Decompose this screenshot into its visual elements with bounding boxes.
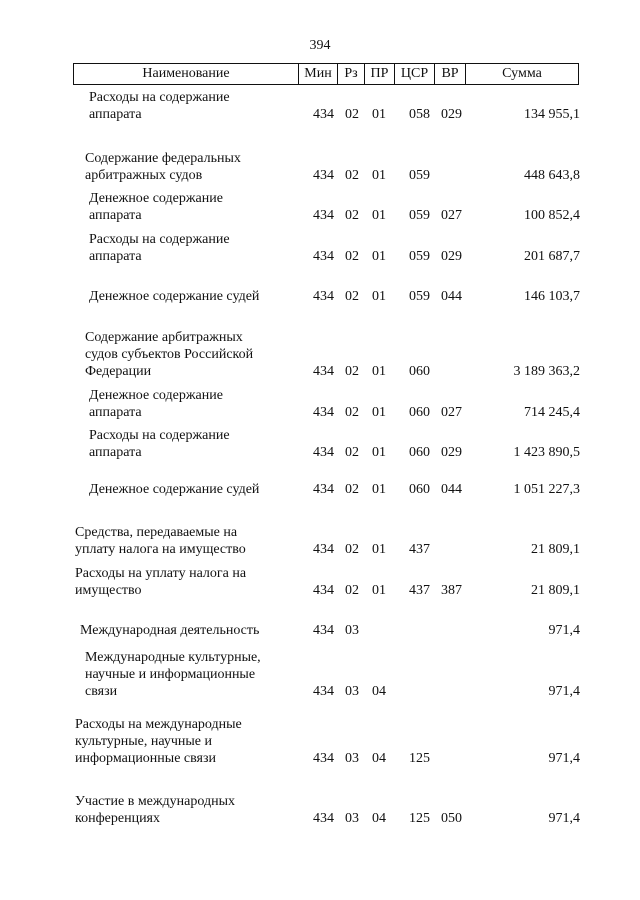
row-rz: 02 (345, 249, 359, 264)
header-csr: ЦСР (395, 64, 435, 84)
table-row (0, 716, 640, 767)
row-min: 434 (313, 583, 334, 598)
row-name: Расходы на уплату налога на имущество (75, 566, 247, 598)
row-min: 434 (313, 249, 334, 264)
row-sum: 100 852,4 (524, 208, 580, 223)
header-vr: ВР (435, 64, 466, 84)
row-rz: 02 (345, 289, 359, 304)
row-pr: 04 (372, 811, 386, 826)
row-name: Расходы на международные культурные, научные и информационные связи (75, 717, 242, 766)
row-vr: 387 (441, 583, 462, 598)
row-name: Денежное содержание аппарата (89, 388, 223, 420)
row-vr: 027 (441, 208, 462, 223)
row-pr: 01 (372, 289, 386, 304)
row-vr: 050 (441, 811, 462, 826)
row-name: Международные культурные, научные и информационные связи (85, 650, 261, 699)
row-csr: 060 (409, 405, 430, 420)
row-pr: 01 (372, 208, 386, 223)
table-row (0, 481, 640, 498)
row-min: 434 (313, 542, 334, 557)
row-rz: 03 (345, 811, 359, 826)
row-csr: 059 (409, 168, 430, 183)
row-name: Средства, передаваемые на уплату налога на имущество (75, 525, 246, 557)
row-pr: 01 (372, 542, 386, 557)
row-pr: 04 (372, 751, 386, 766)
row-csr: 437 (409, 583, 430, 598)
row-pr: 04 (372, 684, 386, 699)
table-row (0, 288, 640, 305)
row-min: 434 (313, 168, 334, 183)
row-rz: 02 (345, 107, 359, 122)
row-min: 434 (313, 289, 334, 304)
row-rz: 02 (345, 168, 359, 183)
row-vr: 044 (441, 289, 462, 304)
row-rz: 02 (345, 405, 359, 420)
row-vr: 027 (441, 405, 462, 420)
table-row (0, 524, 640, 558)
row-vr: 044 (441, 482, 462, 497)
row-pr: 01 (372, 249, 386, 264)
row-sum: 21 809,1 (531, 542, 580, 557)
row-name: Денежное содержание аппарата (89, 191, 223, 223)
row-name: Расходы на содержание аппарата (89, 232, 230, 264)
table-row (0, 565, 640, 599)
table-row (0, 622, 640, 639)
table-row (0, 387, 640, 421)
row-pr: 01 (372, 482, 386, 497)
row-name: Денежное содержание судей (89, 482, 260, 497)
row-csr: 125 (409, 811, 430, 826)
row-min: 434 (313, 208, 334, 223)
row-rz: 02 (345, 583, 359, 598)
row-min: 434 (313, 445, 334, 460)
row-csr: 059 (409, 289, 430, 304)
row-name: Участие в международных конференциях (75, 794, 236, 826)
row-csr: 059 (409, 249, 430, 264)
row-csr: 060 (409, 445, 430, 460)
row-sum: 201 687,7 (524, 249, 580, 264)
row-sum: 971,4 (548, 811, 580, 826)
row-sum: 714 245,4 (524, 405, 580, 420)
row-csr: 060 (409, 364, 430, 379)
row-min: 434 (313, 684, 334, 699)
row-sum: 1 051 227,3 (513, 482, 580, 497)
row-name: Содержание федеральных арбитражных судов (85, 151, 241, 183)
row-sum: 971,4 (548, 684, 580, 699)
row-rz: 02 (345, 482, 359, 497)
header-pr: ПР (365, 64, 395, 84)
header-sum: Сумма (502, 66, 542, 81)
row-sum: 3 189 363,2 (513, 364, 580, 379)
row-min: 434 (313, 623, 334, 638)
row-vr: 029 (441, 107, 462, 122)
row-pr: 01 (372, 583, 386, 598)
row-name: Международная деятельность (80, 623, 260, 638)
row-sum: 146 103,7 (524, 289, 580, 304)
row-rz: 03 (345, 751, 359, 766)
row-pr: 01 (372, 364, 386, 379)
row-csr: 125 (409, 751, 430, 766)
row-pr: 01 (372, 107, 386, 122)
row-name: Денежное содержание судей (89, 289, 260, 304)
table-row (0, 231, 640, 265)
row-rz: 02 (345, 208, 359, 223)
table-row (0, 793, 640, 827)
row-min: 434 (313, 405, 334, 420)
row-pr: 01 (372, 168, 386, 183)
row-min: 434 (313, 364, 334, 379)
table-row (0, 150, 640, 184)
row-pr: 01 (372, 405, 386, 420)
row-min: 434 (313, 482, 334, 497)
table-row (0, 190, 640, 224)
row-sum: 971,4 (548, 623, 580, 638)
row-name: Содержание арбитражных судов субъектов Российской Федерации (85, 330, 254, 379)
row-csr: 060 (409, 482, 430, 497)
row-min: 434 (313, 107, 334, 122)
row-sum: 134 955,1 (524, 107, 580, 122)
header-name: Наименование (74, 64, 299, 84)
header-rz: Рз (338, 64, 365, 84)
row-vr: 029 (441, 445, 462, 460)
table-row (0, 427, 640, 461)
row-rz: 03 (345, 684, 359, 699)
row-sum: 448 643,8 (524, 168, 580, 183)
row-name: Расходы на содержание аппарата (89, 90, 230, 122)
row-rz: 02 (345, 542, 359, 557)
row-csr: 437 (409, 542, 430, 557)
row-vr: 029 (441, 249, 462, 264)
table-row (0, 89, 640, 123)
row-sum: 971,4 (548, 751, 580, 766)
row-csr: 058 (409, 107, 430, 122)
row-name: Расходы на содержание аппарата (89, 428, 230, 460)
table-row (0, 649, 640, 700)
page-number: 394 (309, 38, 331, 53)
row-csr: 059 (409, 208, 430, 223)
row-min: 434 (313, 811, 334, 826)
row-rz: 02 (345, 364, 359, 379)
table-row (0, 329, 640, 380)
row-sum: 21 809,1 (531, 583, 580, 598)
row-min: 434 (313, 751, 334, 766)
row-rz: 03 (345, 623, 359, 638)
row-sum: 1 423 890,5 (513, 445, 580, 460)
header-min: Мин (299, 64, 338, 84)
row-rz: 02 (345, 445, 359, 460)
row-pr: 01 (372, 445, 386, 460)
